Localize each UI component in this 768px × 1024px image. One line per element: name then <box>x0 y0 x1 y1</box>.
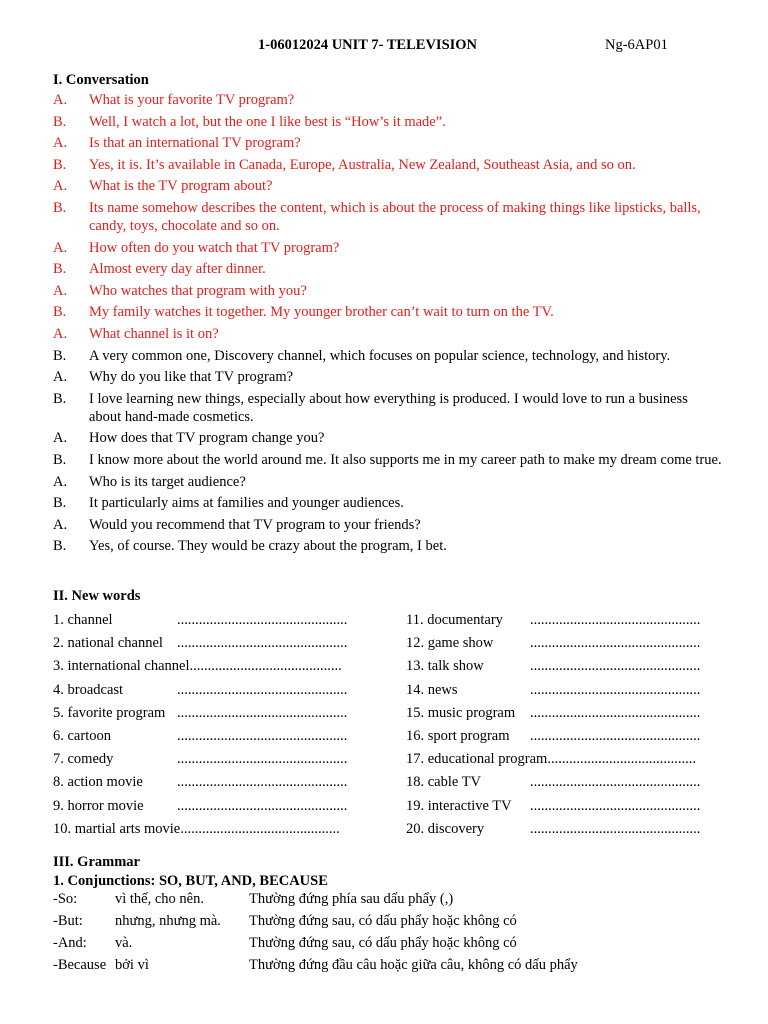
answer-blank: ............................................... <box>177 612 348 628</box>
answer-blank: ............................................... <box>177 797 348 814</box>
speaker-label: B. <box>53 390 67 407</box>
dialogue-text: Who is its target audience? <box>89 473 246 490</box>
speaker-label: A. <box>53 473 68 490</box>
vocab-word: 16. sport program <box>406 727 510 744</box>
vocab-item <box>53 681 363 704</box>
vocab-word: 4. broadcast <box>53 681 124 698</box>
conjunction-meaning: vì thế, cho nên. <box>115 891 204 907</box>
vocab-word: 1. channel <box>53 612 113 628</box>
unit-title: 1-06012024 UNIT 7- TELEVISION <box>258 37 478 53</box>
conjunctions-heading: 1. Conjunctions: SO, BUT, AND, BECAUSE <box>53 873 328 889</box>
conjunction-table <box>53 890 733 978</box>
dialogue-line <box>53 91 723 109</box>
vocab-item <box>406 657 716 680</box>
answer-blank: ............................................... <box>177 681 348 698</box>
answer-blank: ............................................... <box>177 704 348 721</box>
speaker-label: A. <box>53 516 68 533</box>
vocab-word: 19. interactive TV <box>406 797 512 814</box>
dialogue-text: Why do you like that TV program? <box>89 369 294 386</box>
speaker-label: A. <box>53 369 68 386</box>
dialogue-line <box>53 177 723 195</box>
dialogue-text: Well, I watch a lot, but the one I like best is “How’s it made”. <box>89 113 446 130</box>
answer-blank: ............................................... <box>530 727 701 744</box>
speaker-label: B. <box>53 261 67 278</box>
answer-blank: ............................................... <box>530 681 701 698</box>
conjunction-row <box>53 956 733 978</box>
dialogue-line <box>53 113 723 131</box>
dialogue-text: How does that TV program change you? <box>89 430 325 447</box>
vocab-item <box>53 820 363 843</box>
conjunction-row <box>53 934 733 956</box>
dialogue-text: My family watches it together. My younger brother can’t wait to turn on the TV. <box>89 304 554 321</box>
answer-blank: ............................................... <box>177 727 348 744</box>
vocab-word: 12. game show <box>406 635 494 652</box>
conjunction-word: -But: <box>53 913 83 929</box>
dialogue-text: I love learning new things, especially about how everything is produced. I would love to run a business about hand-made cosmetics. <box>89 390 688 425</box>
dialogue-line <box>53 325 723 343</box>
dialogue-line <box>53 537 723 555</box>
vocab-word: 15. music program <box>406 704 516 721</box>
dialogue-line <box>53 156 723 174</box>
conjunction-meaning: và. <box>115 935 133 951</box>
answer-blank: ............................................... <box>530 612 701 628</box>
dialogue-line <box>53 390 723 426</box>
answer-blank: ............................................... <box>177 635 348 652</box>
vocab-item <box>53 750 363 773</box>
speaker-label: A. <box>53 239 68 256</box>
answer-blank: ............................................... <box>530 704 701 721</box>
dialogue-text: Yes, of course. They would be crazy about the program, I bet. <box>89 538 447 555</box>
dialogue-line <box>53 199 723 235</box>
conjunction-word: -So: <box>53 891 78 907</box>
dialogue-line <box>53 429 723 447</box>
vocab-word: 14. news <box>406 681 458 698</box>
vocab-item <box>406 750 716 773</box>
vocab-word: 18. cable TV <box>406 774 482 791</box>
speaker-label: B. <box>53 304 67 321</box>
conjunction-usage: Thường đứng đầu câu hoặc giữa câu, không có dấu phẩy <box>249 957 578 973</box>
answer-blank: ......................................... <box>547 751 696 768</box>
answer-blank: .......................................... <box>189 658 342 675</box>
dialogue-line <box>53 260 723 278</box>
vocab-item <box>53 797 363 820</box>
vocab-word: 11. documentary <box>406 612 503 628</box>
class-code: Ng-6AP01 <box>605 37 668 53</box>
dialogue-text: I know more about the world around me. It also supports me in my career path to make my dream come true. <box>89 451 722 468</box>
speaker-label: A. <box>53 430 68 447</box>
dialogue-line <box>53 494 723 512</box>
vocab-item <box>406 681 716 704</box>
vocab-item <box>406 634 716 657</box>
conjunction-usage: Thường đứng phía sau dấu phẩy (,) <box>249 891 454 907</box>
dialogue-text: What is your favorite TV program? <box>89 92 295 108</box>
dialogue-text: How often do you watch that TV program? <box>89 239 340 256</box>
vocab-item <box>53 611 363 634</box>
speaker-label: B. <box>53 495 67 512</box>
answer-blank: ............................................... <box>530 774 701 791</box>
vocab-word: 2. national channel <box>53 635 163 652</box>
vocab-item <box>406 797 716 820</box>
vocab-item <box>53 727 363 750</box>
dialogue-text: Would you recommend that TV program to your friends? <box>89 516 421 533</box>
dialogue-line <box>53 347 723 365</box>
section-grammar-heading: III. Grammar <box>53 854 140 870</box>
page-header <box>0 37 768 57</box>
dialogue-line <box>53 303 723 321</box>
dialogue-line <box>53 451 723 469</box>
speaker-label: B. <box>53 538 67 555</box>
answer-blank: ............................................... <box>530 820 701 837</box>
section-conversation-heading: I. Conversation <box>53 72 149 88</box>
word-list-right <box>406 611 716 843</box>
grammar-section <box>53 872 733 978</box>
vocab-item <box>53 773 363 796</box>
speaker-label: B. <box>53 347 67 364</box>
speaker-label: A. <box>53 135 68 152</box>
vocab-item <box>406 611 716 634</box>
vocab-word: 10. martial arts movie <box>53 820 181 837</box>
answer-blank: ............................................... <box>530 658 701 675</box>
dialogue-text: Almost every day after dinner. <box>89 261 266 278</box>
word-list-left <box>53 611 363 843</box>
vocab-word: 13. talk show <box>406 658 484 675</box>
vocab-word: 17. educational program <box>406 751 548 768</box>
answer-blank: ............................................... <box>530 797 701 814</box>
vocab-word: 9. horror movie <box>53 797 144 814</box>
conjunction-meaning: nhưng, nhưng mà. <box>115 913 221 929</box>
vocab-word: 7. comedy <box>53 751 114 768</box>
dialogue-text: Its name somehow describes the content, which is about the process of making things like lipsticks, balls, candy, toys, chocolate and so on. <box>89 199 701 234</box>
speaker-label: A. <box>53 282 68 299</box>
conjunction-usage: Thường đứng sau, có dấu phẩy hoặc không có <box>249 913 517 929</box>
conjunction-row <box>53 890 733 912</box>
dialogue-line <box>53 368 723 386</box>
speaker-label: B. <box>53 113 67 130</box>
speaker-label: A. <box>53 92 68 108</box>
answer-blank: ............................................... <box>177 774 348 791</box>
dialogue-text: Who watches that program with you? <box>89 282 307 299</box>
conjunction-meaning: bởi vì <box>115 957 149 973</box>
vocab-word: 6. cartoon <box>53 727 111 744</box>
answer-blank: ............................................... <box>177 751 348 768</box>
conjunction-row <box>53 912 733 934</box>
vocab-item <box>53 634 363 657</box>
vocab-item <box>53 657 363 680</box>
conversation-list <box>53 91 723 559</box>
speaker-label: B. <box>53 451 67 468</box>
vocab-item <box>53 704 363 727</box>
dialogue-text: It particularly aims at families and younger audiences. <box>89 495 404 512</box>
vocab-item <box>406 773 716 796</box>
dialogue-line <box>53 516 723 534</box>
answer-blank: ............................................ <box>180 820 340 837</box>
answer-blank: ............................................... <box>530 635 701 652</box>
conjunction-word: -Because <box>53 957 107 973</box>
vocab-word: 3. international channel <box>53 658 190 675</box>
dialogue-text: Yes, it is. It’s available in Canada, Europe, Australia, New Zealand, Southeast Asia, and so on. <box>89 156 636 173</box>
vocab-item <box>406 820 716 843</box>
dialogue-text: Is that an international TV program? <box>89 135 301 152</box>
speaker-label: B. <box>53 156 67 173</box>
vocab-word: 20. discovery <box>406 820 485 837</box>
speaker-label: A. <box>53 325 68 342</box>
vocab-word: 5. favorite program <box>53 704 166 721</box>
dialogue-text: What is the TV program about? <box>89 178 273 195</box>
dialogue-line <box>53 282 723 300</box>
dialogue-text: What channel is it on? <box>89 325 219 342</box>
dialogue-line <box>53 473 723 491</box>
dialogue-line <box>53 134 723 152</box>
section-new-words-heading: II. New words <box>53 588 141 604</box>
dialogue-line <box>53 239 723 257</box>
vocab-item <box>406 727 716 750</box>
dialogue-text: A very common one, Discovery channel, which focuses on popular science, technology, and history. <box>89 347 671 364</box>
conjunction-word: -And: <box>53 935 87 951</box>
speaker-label: B. <box>53 199 67 216</box>
vocab-word: 8. action movie <box>53 774 143 791</box>
speaker-label: A. <box>53 178 68 195</box>
vocab-item <box>406 704 716 727</box>
conjunction-usage: Thường đứng sau, có dấu phẩy hoặc không có <box>249 935 517 951</box>
